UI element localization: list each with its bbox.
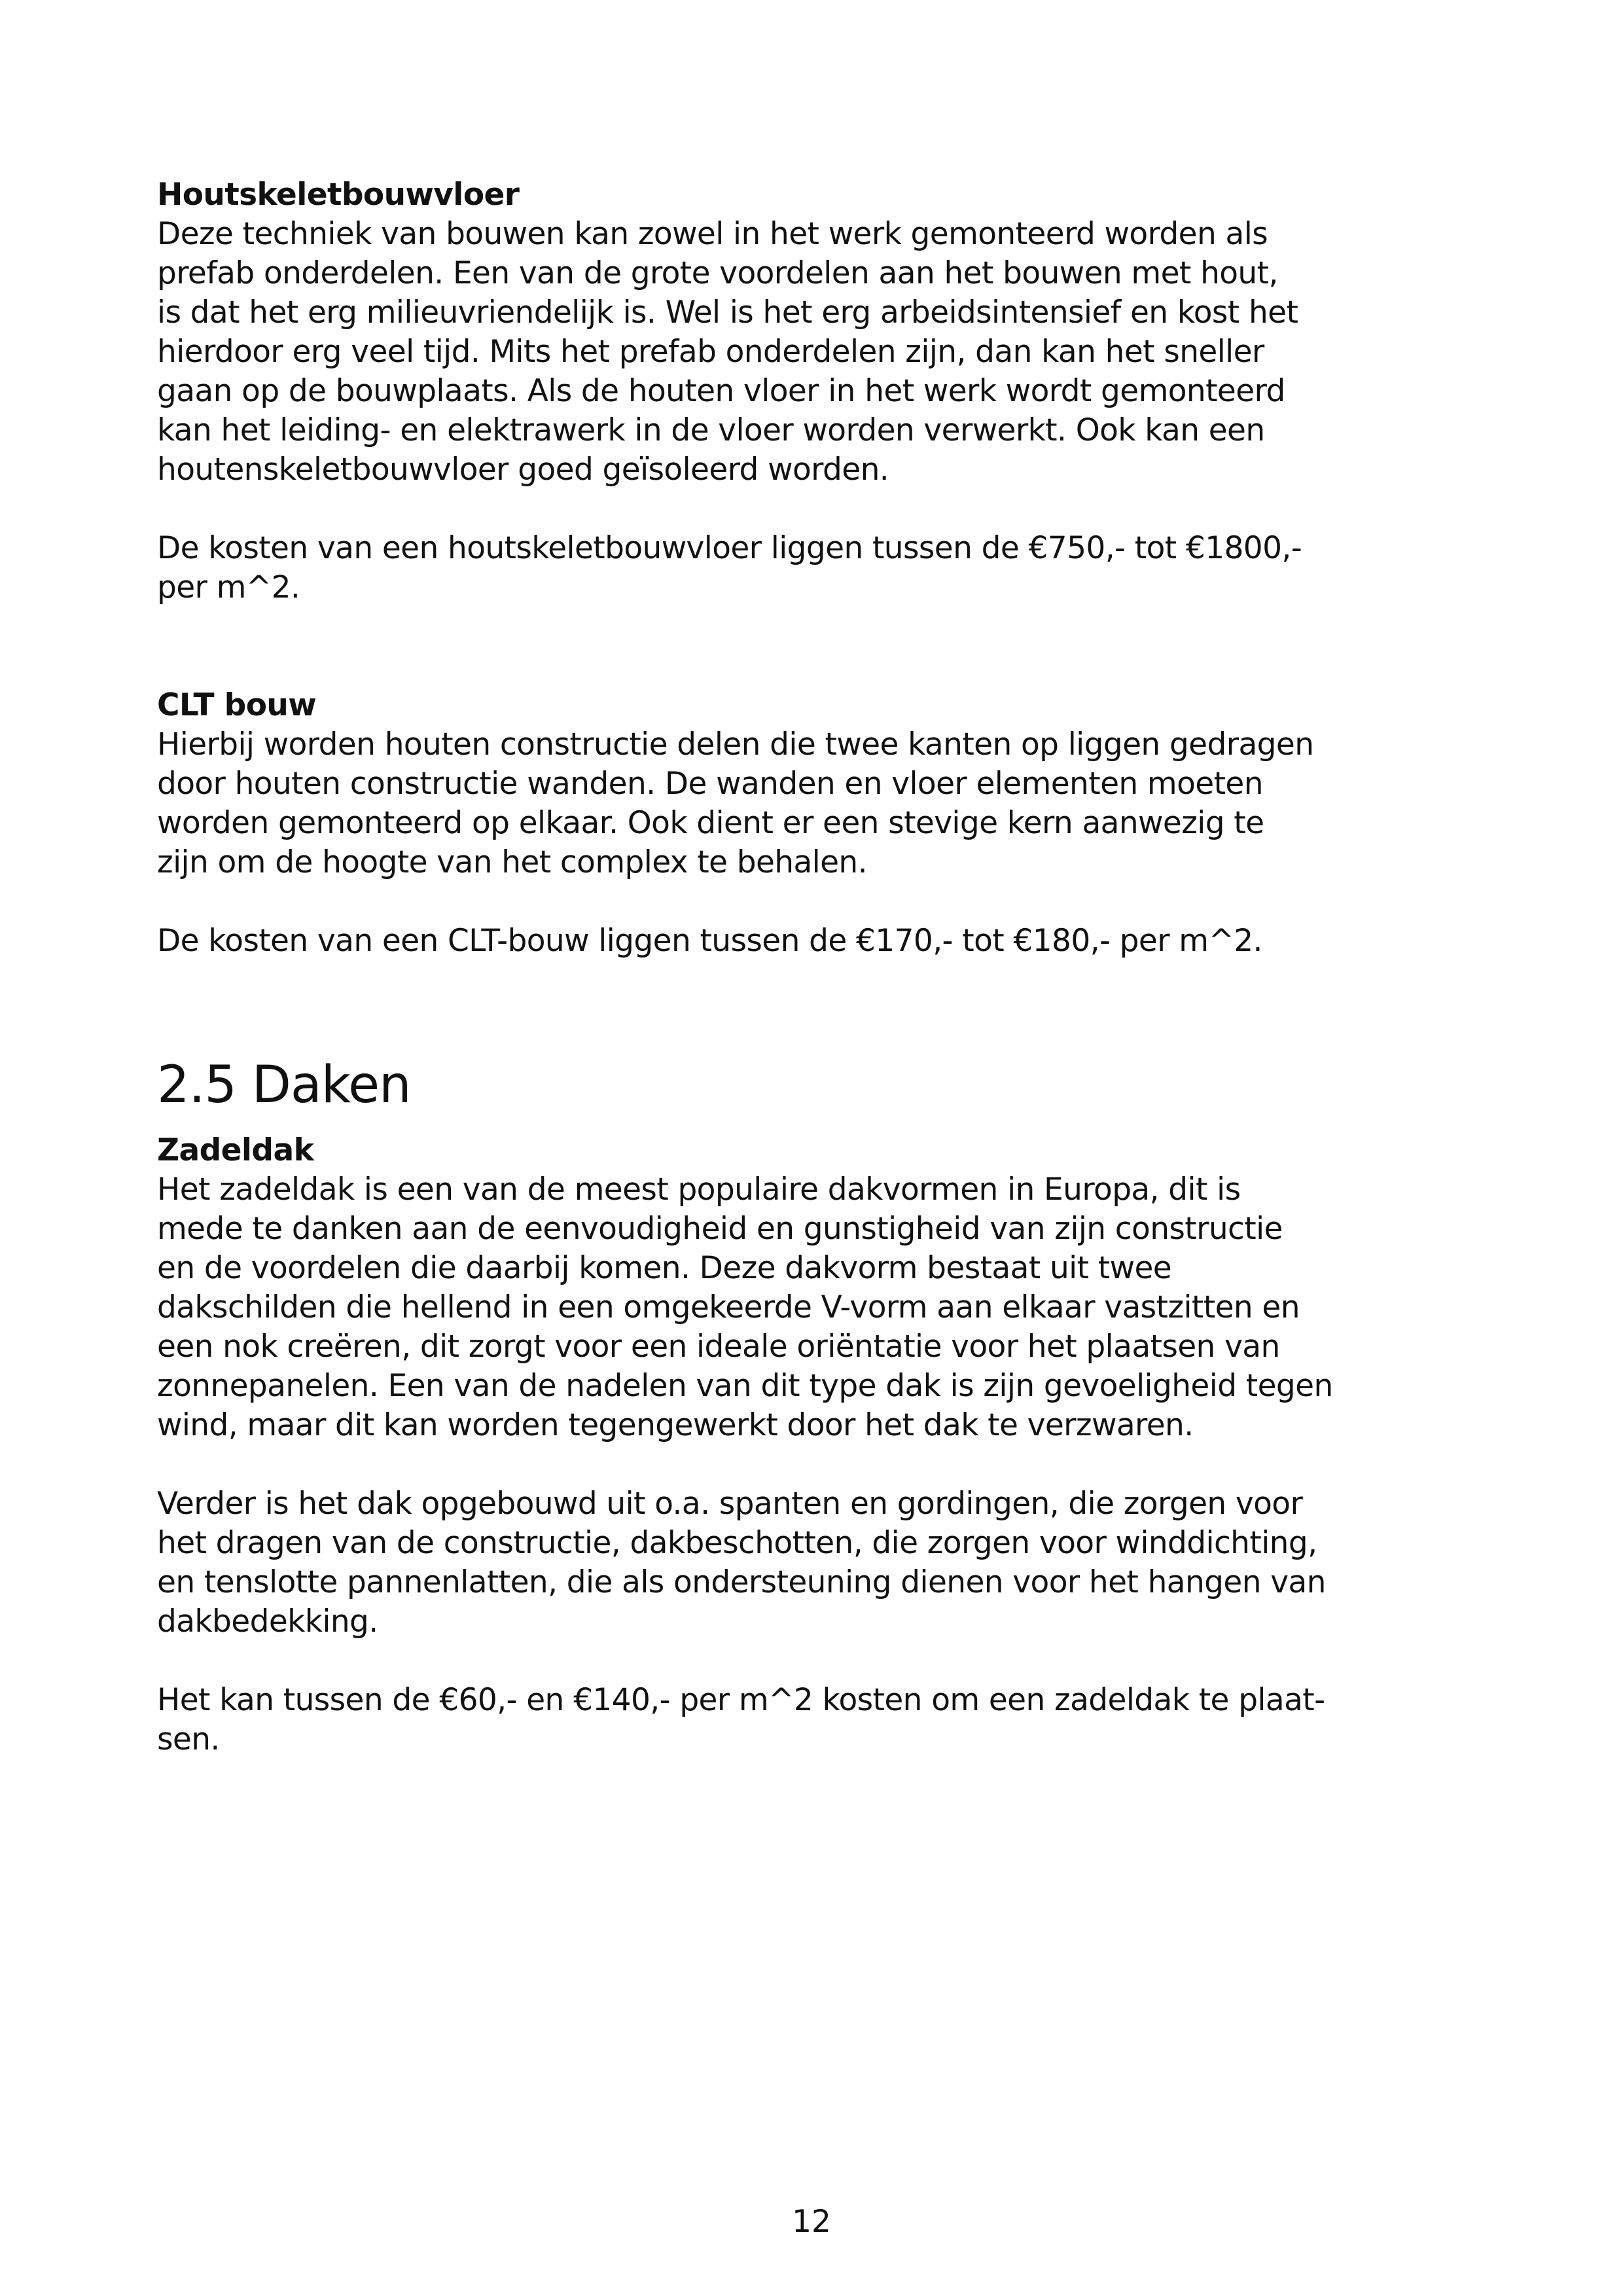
section-heading: Zadeldak: [157, 1132, 314, 1168]
paragraph: [157, 725, 1479, 882]
chapter-title: 2.5 Daken: [157, 1056, 411, 1115]
document-page: [157, 175, 1479, 1759]
paragraph: [157, 215, 1479, 490]
text-line: Het zadeldak is een van de meest populaire dakvormen in Europa, dit is: [157, 1172, 1241, 1208]
text-line: het dragen van de constructie, dakbeschotten, die zorgen voor winddichting,: [157, 1525, 1317, 1561]
cost-paragraph: [157, 1681, 1479, 1759]
cost-paragraph: [157, 922, 1479, 961]
text-line: kan het leiding- en elektrawerk in de vloer worden verwerkt. Ook kan een: [157, 412, 1265, 448]
text-line: Het kan tussen de €60,- en €140,- per m^2 kosten om een zadeldak te plaat-: [157, 1682, 1325, 1718]
section-clt-bouw: [157, 686, 1479, 961]
text-line: worden gemonteerd op elkaar. Ook dient er een stevige kern aanwezig te: [157, 805, 1264, 841]
text-line: is dat het erg milieuvriendelijk is. Wel is het erg arbeidsintensief en kost het: [157, 295, 1298, 331]
text-line: sen.: [157, 1721, 220, 1757]
text-line: zijn om de hoogte van het complex te behalen.: [157, 844, 867, 880]
section-heading: CLT bouw: [157, 687, 317, 723]
paragraph: [157, 1484, 1479, 1641]
text-line: wind, maar dit kan worden tegengewerkt door het dak te verzwaren.: [157, 1407, 1194, 1443]
cost-paragraph: [157, 529, 1479, 607]
section-zadeldak: [157, 1131, 1479, 1759]
text-line: dakschilden die hellend in een omgekeerde V-vorm aan elkaar vastzitten en: [157, 1289, 1300, 1325]
text-line: en de voordelen die daarbij komen. Deze dakvorm bestaat uit twee: [157, 1250, 1172, 1286]
section-houtskeletbouwvloer: [157, 175, 1479, 607]
section-heading: Houtskeletbouwvloer: [157, 177, 520, 213]
paragraph: [157, 1170, 1479, 1445]
text-line: houtenskeletbouwvloer goed geïsoleerd worden.: [157, 452, 889, 488]
text-line: en tenslotte pannenlatten, die als ondersteuning dienen voor het hangen van: [157, 1564, 1326, 1600]
text-line: hierdoor erg veel tijd. Mits het prefab onderdelen zijn, dan kan het sneller: [157, 334, 1264, 370]
text-line: zonnepanelen. Een van de nadelen van dit type dak is zijn gevoeligheid tegen: [157, 1368, 1333, 1404]
text-line: per m^2.: [157, 569, 300, 605]
text-line: Verder is het dak opgebouwd uit o.a. spanten en gordingen, die zorgen voor: [157, 1486, 1303, 1522]
text-line: De kosten van een CLT-bouw liggen tussen de €170,- tot €180,- per m^2.: [157, 923, 1262, 959]
text-line: gaan op de bouwplaats. Als de houten vloer in het werk wordt gemonteerd: [157, 373, 1285, 409]
text-line: Hierbij worden houten constructie delen die twee kanten op liggen gedragen: [157, 726, 1314, 762]
text-line: Deze techniek van bouwen kan zowel in het werk gemonteerd worden als: [157, 216, 1268, 252]
page-number: 12: [792, 2204, 831, 2240]
text-line: prefab onderdelen. Een van de grote voordelen aan het bouwen met hout,: [157, 255, 1278, 291]
text-line: dakbedekking.: [157, 1604, 378, 1640]
text-line: De kosten van een houtskeletbouwvloer liggen tussen de €750,- tot €1800,-: [157, 530, 1302, 566]
text-line: door houten constructie wanden. De wanden en vloer elementen moeten: [157, 766, 1263, 802]
text-line: mede te danken aan de eenvoudigheid en gunstigheid van zijn constructie: [157, 1211, 1283, 1247]
text-line: een nok creëren, dit zorgt voor een ideale oriëntatie voor het plaatsen van: [157, 1329, 1280, 1365]
